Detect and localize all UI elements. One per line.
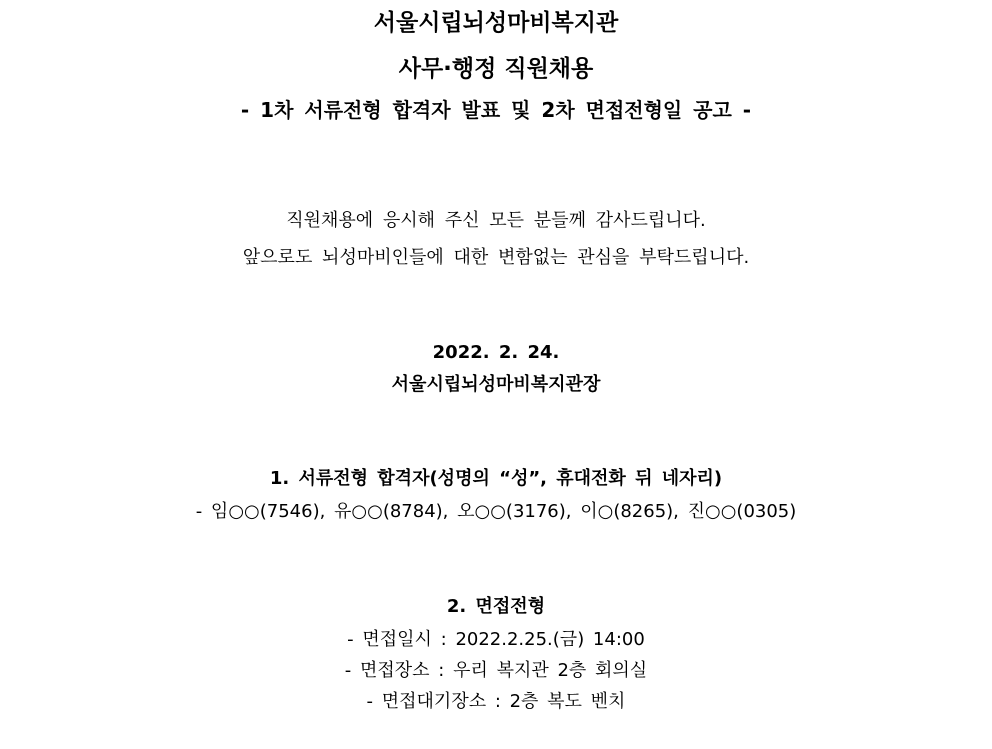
passed-applicants-list: - 임○○(7546), 유○○(8784), 오○○(3176), 이○(8265), 진○○(0305) bbox=[195, 501, 797, 522]
greeting-line-1: 직원채용에 응시해 주신 모든 분들께 감사드립니다. bbox=[286, 210, 706, 231]
section-1-heading: 1. 서류전형 합격자(성명의 “성”, 휴대전화 뒤 네자리) bbox=[269, 468, 723, 489]
interview-waiting-area: - 면접대기장소 : 2층 복도 벤치 bbox=[366, 691, 626, 712]
organization-title: 서울시립뇌성마비복지관 bbox=[373, 10, 619, 36]
announcement-date: 2022. 2. 24. bbox=[432, 342, 560, 363]
greeting-line-2: 앞으로도 뇌성마비인들에 대한 변함없는 관심을 부탁드립니다. bbox=[242, 247, 750, 268]
issuer-name: 서울시립뇌성마비복지관장 bbox=[391, 374, 601, 395]
section-2-heading: 2. 면접전형 bbox=[446, 596, 546, 617]
interview-location: - 면접장소 : 우리 복지관 2층 회의실 bbox=[344, 660, 648, 681]
interview-datetime: - 면접일시 : 2022.2.25.(금) 14:00 bbox=[347, 629, 645, 650]
announcement-subtitle: - 1차 서류전형 합격자 발표 및 2차 면접전형일 공고 - bbox=[240, 98, 752, 122]
announcement-title: 사무·행정 직원채용 bbox=[398, 56, 594, 82]
